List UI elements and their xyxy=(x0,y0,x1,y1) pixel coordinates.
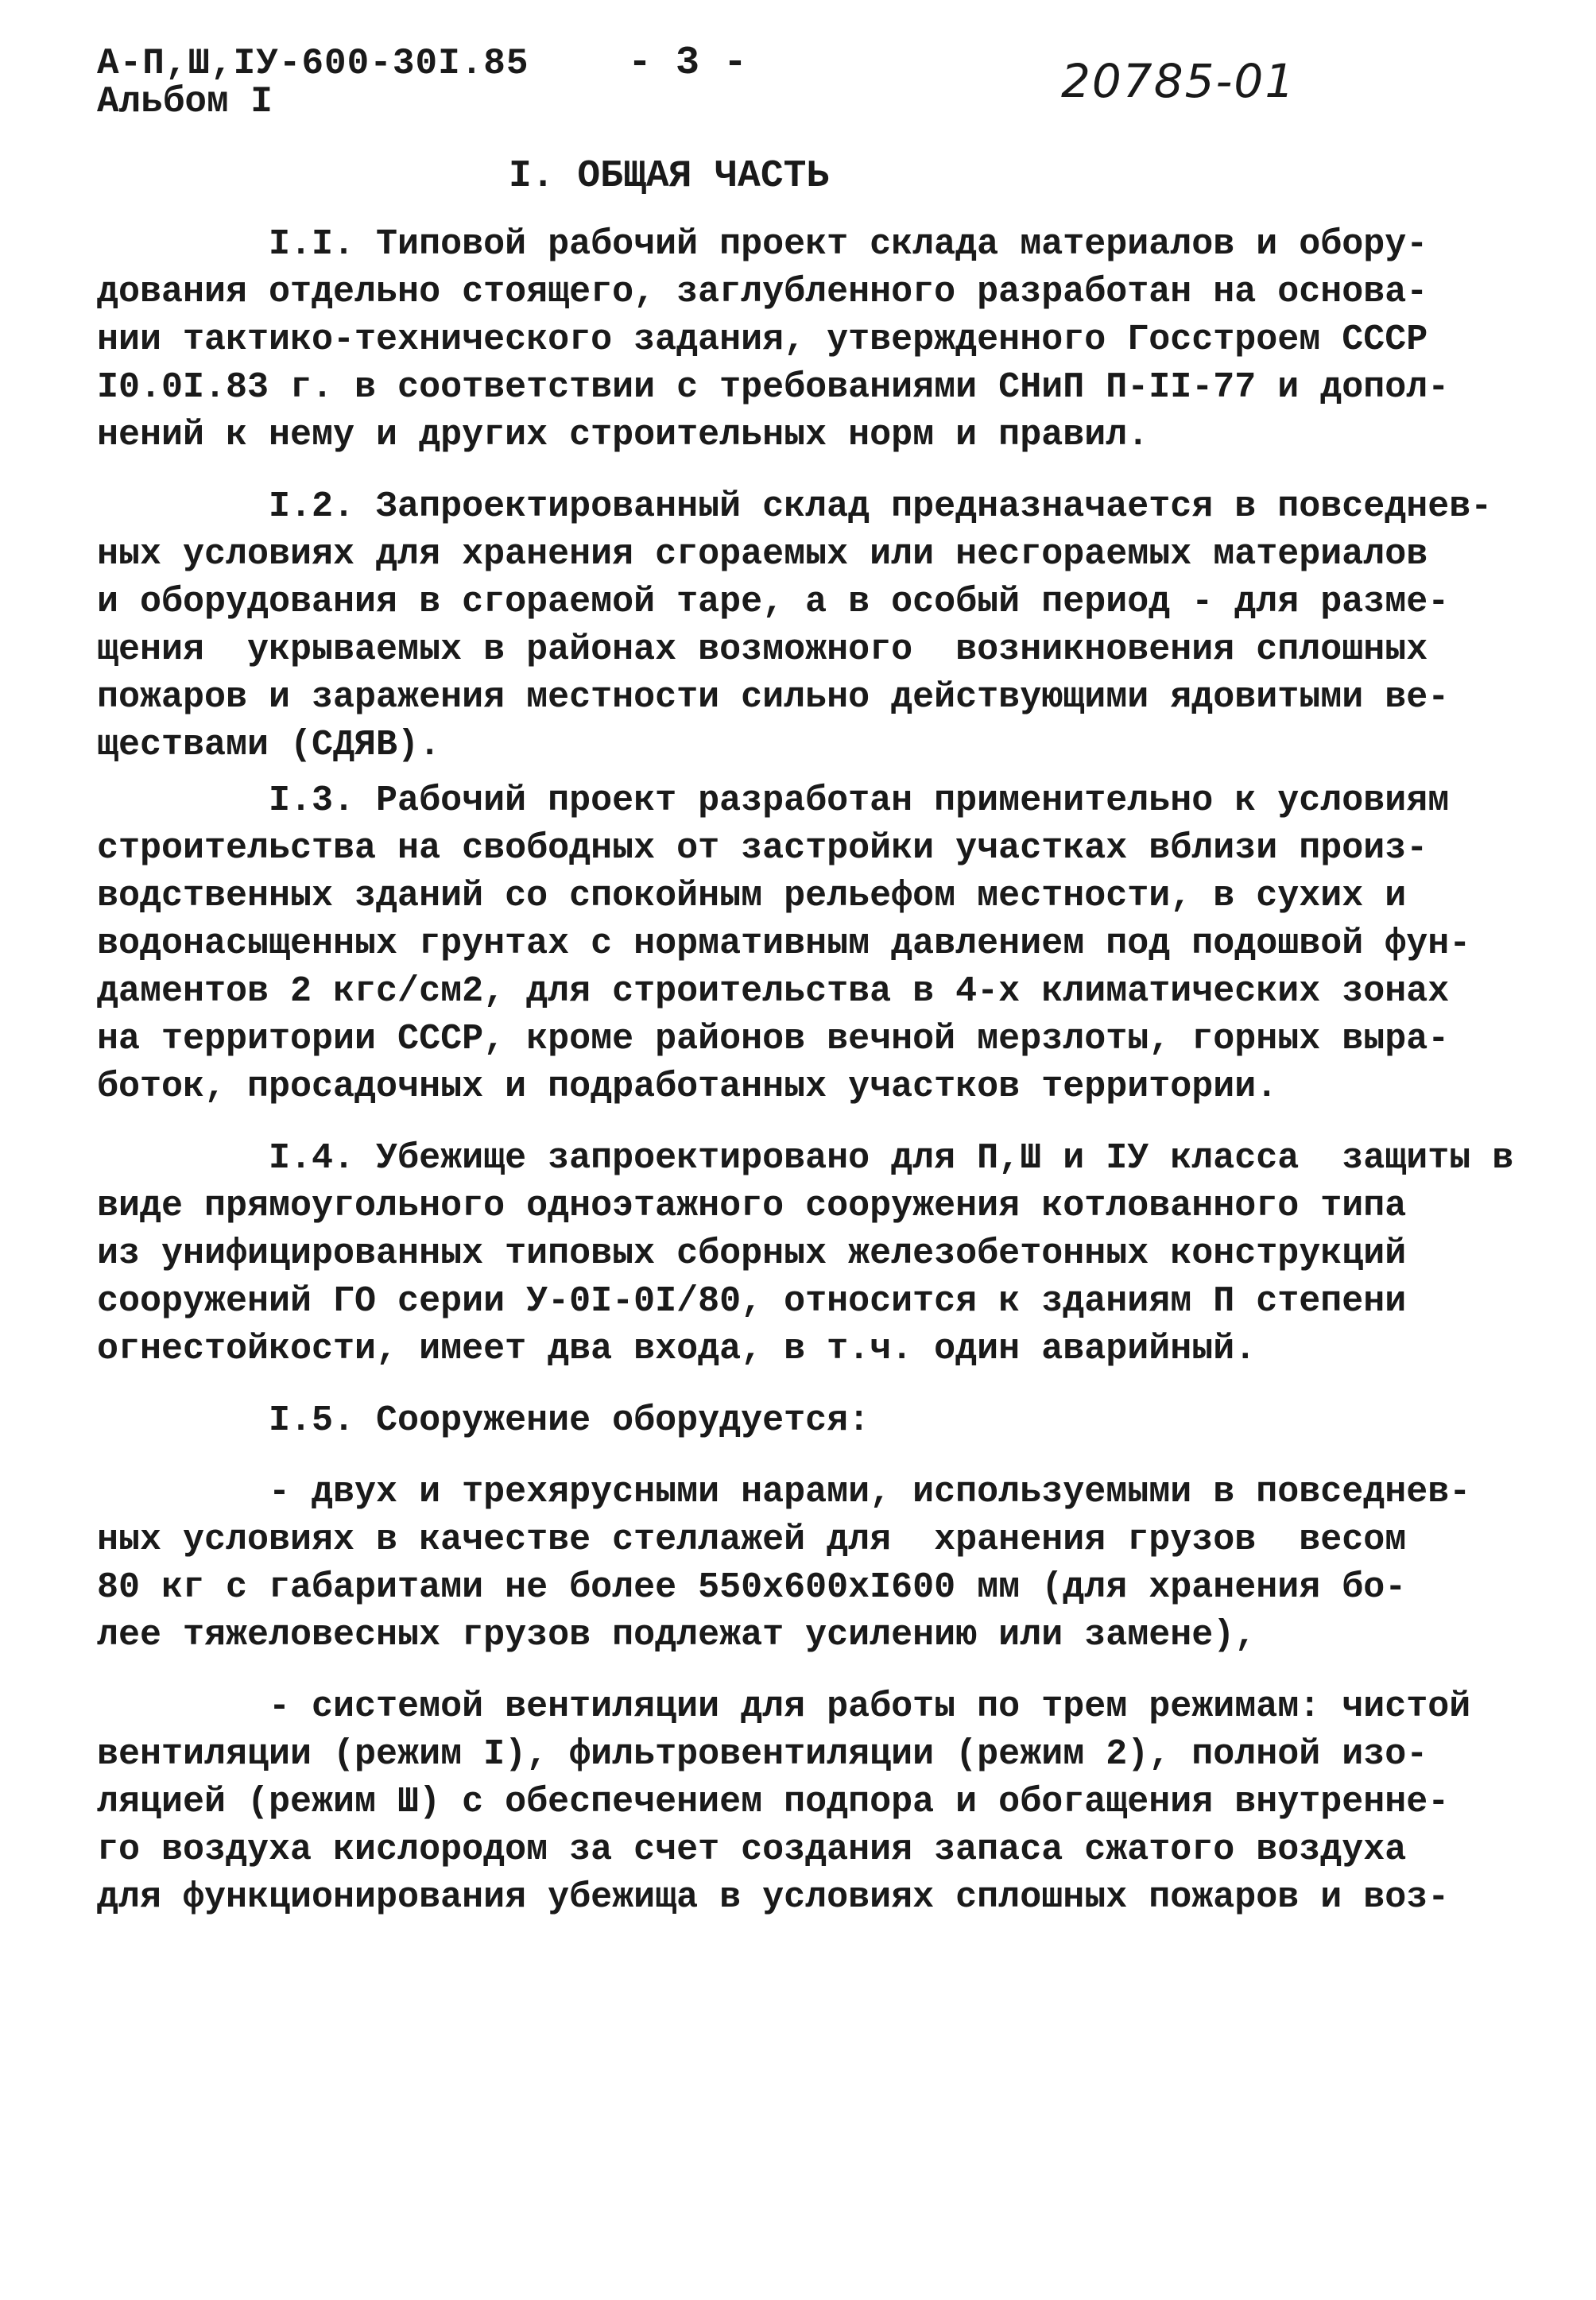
text-line: ляцией (режим Ш) с обеспечением подпора и обогащения внутренне- xyxy=(97,1782,1450,1822)
text-line: ных условиях в качестве стеллажей для хранения грузов весом xyxy=(97,1520,1407,1560)
text-line: водонасыщенных грунтах с нормативным давлением под подошвой фун- xyxy=(97,923,1471,964)
text-line: нений к нему и других строительных норм и правил. xyxy=(97,415,1149,455)
text-line: дования отдельно стоящего, заглубленного разработан на основа- xyxy=(97,272,1428,312)
text-line: даментов 2 кгс/см2, для строительства в 4-х климатических зонах xyxy=(97,971,1450,1012)
handwritten-document-number: 20785-01 xyxy=(1061,54,1296,108)
page-number: - 3 - xyxy=(628,41,748,86)
text-line: на территории СССР, кроме районов вечной мерзлоты, горных выра- xyxy=(97,1019,1450,1059)
text-line: I0.0I.83 г. в соответствии с требованиями СНиП П-II-77 и допол- xyxy=(97,367,1450,408)
album-label: Альбом I xyxy=(97,81,273,122)
text-line: водственных зданий со спокойным рельефом местности, в сухих и xyxy=(97,876,1407,916)
text-line: I.3. Рабочий проект разработан применительно к условиям xyxy=(97,780,1450,821)
text-line: - системой вентиляции для работы по трем режимам: чистой xyxy=(97,1686,1471,1727)
section-title: I. ОБЩАЯ ЧАСТЬ xyxy=(509,155,830,198)
text-line: 80 кг с габаритами не более 550х600хI600 мм (для хранения бо- xyxy=(97,1567,1407,1608)
text-line: пожаров и заражения местности сильно действующими ядовитыми ве- xyxy=(97,677,1450,718)
text-line: ных условиях для хранения сгораемых или несгораемых материалов xyxy=(97,534,1428,575)
text-line: го воздуха кислородом за счет создания запаса сжатого воздуха xyxy=(97,1830,1407,1870)
text-line: нии тактико-технического задания, утвержденного Госстроем СССР xyxy=(97,319,1428,360)
text-line: I.I. Типовой рабочий проект склада материалов и обору- xyxy=(97,224,1428,265)
text-line: и оборудования в сгораемой таре, а в особый период - для разме- xyxy=(97,582,1450,622)
text-line: виде прямоугольного одноэтажного сооружения котлованного типа xyxy=(97,1186,1407,1226)
text-line: вентиляции (режим I), фильтровентиляции (режим 2), полной изо- xyxy=(97,1734,1428,1775)
text-line: лее тяжеловесных грузов подлежат усилению или замене), xyxy=(97,1615,1257,1655)
text-line: I.2. Запроектированный склад предназначается в повседнев- xyxy=(97,486,1493,527)
text-line: сооружений ГО серии У-0I-0I/80, относится к зданиям П степени xyxy=(97,1281,1407,1322)
text-line: боток, просадочных и подработанных участков территории. xyxy=(97,1067,1278,1107)
text-line: I.4. Убежище запроектировано для П,Ш и IУ класса защиты в xyxy=(97,1138,1514,1179)
text-line: щения укрываемых в районах возможного возникновения сплошных xyxy=(97,629,1428,670)
text-line: для функционирования убежища в условиях сплошных пожаров и воз- xyxy=(97,1877,1450,1918)
text-line: - двух и трехярусными нарами, используемыми в повседнев- xyxy=(97,1472,1471,1512)
text-line: огнестойкости, имеет два входа, в т.ч. один аварийный. xyxy=(97,1329,1257,1369)
text-line: I.5. Сооружение оборудуется: xyxy=(97,1400,870,1441)
document-code: А-П,Ш,IУ-600-30I.85 xyxy=(97,43,529,84)
text-line: ществами (СДЯВ). xyxy=(97,725,441,765)
text-line: из унифицированных типовых сборных железобетонных конструкций xyxy=(97,1233,1407,1274)
text-line: строительства на свободных от застройки участках вблизи произ- xyxy=(97,828,1428,869)
